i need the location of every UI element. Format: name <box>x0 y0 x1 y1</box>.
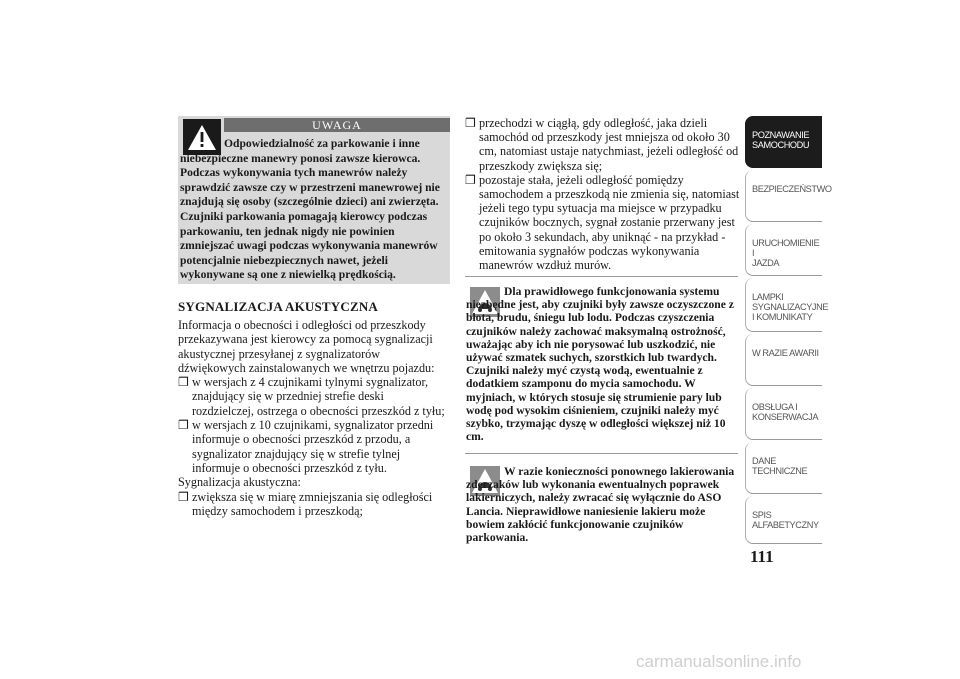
tab-dane-techniczne[interactable] <box>745 442 822 494</box>
tab-bezpieczenstwo[interactable] <box>745 170 832 222</box>
divider <box>465 276 738 277</box>
checkbox-bullet-icon: ❒ <box>178 418 189 433</box>
left-column <box>178 318 448 518</box>
list-item-text: pozostaje stała, jeżeli odległość pomiędzy samochodem a przeszkodą nie zmienia się, natomiast jeżeli tego typu sytuacja ma miejsce w przypadku czujników bocznych, sygnał zostanie przerwany jest po około 3 sekundach, aby uniknąć - na przykład - emitowania sygnałów podczas wykonywania manewrów wzdłuż murów. <box>479 172 740 273</box>
tab-label: SAMOCHODU <box>752 140 810 150</box>
tab-label: ALFABETYCZNY <box>752 520 819 530</box>
warning-text <box>180 137 446 283</box>
note-paragraph: W razie konieczności ponownego lakierowania zderzaków lub wykonania ewentualnych poprawek lakierniczych, należy zwracać się wyłącznie do ASO Lancia. Nieprawidłowe naniesienie lakieru może bowiem zakłócić funkcjonowanie czujników parkowania. <box>466 465 735 545</box>
checkbox-bullet-icon: ❒ <box>465 116 476 130</box>
tab-obsluga-i-konserwacja[interactable] <box>745 388 822 440</box>
section-title: SYGNALIZACJA AKUSTYCZNA <box>178 299 378 314</box>
list-item-text: w wersjach z 4 czujnikami tylnymi sygnalizator, znajdujący się w przedniej strefie deski rozdzielczej, ostrzega o obecności przeszkód z tyłu; <box>192 375 445 418</box>
checkbox-bullet-icon: ❒ <box>178 489 189 504</box>
note-paragraph: Dla prawidłowego funkcjonowania systemu niezbędne jest, aby czujniki były zawsze oczyszczone z błota, brudu, śniegu lub lodu. Podczas czyszczenia czujników należy zachować maksymalną ostrożność, uważając aby ich nie porysować lub uszkodzić, nie używać szmatek suchych, szorstkich lub twardych. Czujniki należy myć czystą wodą, ewentualnie z dodatkiem szamponu do mycia samochodu. W myjniach, w których stosuje się strumienie pary lub wodę pod wysokim ciśnieniem, czujniki należy myć szybko, trzymając dyszę w odległości większej niż 10 cm. <box>466 285 734 444</box>
tab-label: JAZDA <box>752 258 780 268</box>
list-item-text: przechodzi w ciągłą, gdy odległość, jaka dzieli samochód od przeszkody jest mniejsza od około 30 cm, natomiast ustaje natychmiast, jeżeli odległość od przeszkody zwiększa się; <box>479 116 739 173</box>
list-item <box>178 375 448 418</box>
tab-label: BEZPIECZEŃSTWO <box>752 184 832 194</box>
tab-label: LAMPKI <box>752 292 784 302</box>
tab-label: DANE <box>752 456 776 466</box>
tab-label: TECHNICZNE <box>752 466 808 476</box>
right-column <box>465 116 740 272</box>
tab-spis-alfabetyczny[interactable] <box>745 496 822 544</box>
tab-uruchomienie-i-jazda[interactable] <box>745 224 822 276</box>
list-item <box>465 116 740 173</box>
list-item <box>465 173 740 272</box>
tab-label: URUCHOMIENIE I <box>752 238 820 258</box>
note-repainting <box>466 465 740 544</box>
tab-poznawanie-samochodu[interactable] <box>745 116 822 168</box>
tab-label: SPIS <box>752 510 772 520</box>
checkbox-bullet-icon: ❒ <box>465 172 476 187</box>
intro-paragraph: Informacja o obecności i odległości od przeszkody przekazywana jest kierowcy za pomocą sygnalizacji akustycznej przesyłanej z sygnalizatorów dźwiękowych zainstalowanych we wnętrzu pojazdu: <box>178 318 435 375</box>
note-sensors-cleaning <box>466 285 740 443</box>
list-item-text: zwiększa się w miarę zmniejszania się odległości między samochodem i przeszkodą; <box>192 489 433 518</box>
tab-label: W RAZIE AWARII <box>752 348 819 358</box>
warning-paragraph: Odpowiedzialność za parkowanie i inne niebezpieczne manewry ponosi zawsze kierowca. Podczas wykonywania tych manewrów należy sprawdzić zawsze czy w przestrzeni manewrowej nie znajdują się osoby (szczególnie dzieci) ani zwierzęta. Czujniki parkowania pomagają kierowcy podczas parkowaniu, ten jednak nigdy nie powinien zmniejszać uwagi podczas wykonywania manewrów potencjalnie niebezpiecznych nawet, jeżeli wykonywane są one z niewielką prędkością. <box>180 137 440 282</box>
list-item-text: w wersjach z 10 czujnikami, sygnalizator przedni informuje o obecności przeszkód z przodu, a sygnalizator znajdujący się w strefie tylnej informuje o obecności przeszkód z tyłu. <box>192 418 434 475</box>
subheading: Sygnalizacja akustyczna: <box>178 475 301 490</box>
tab-w-razie-awarii[interactable] <box>745 334 822 386</box>
tab-lampki-sygnalizacyjne[interactable] <box>745 278 829 332</box>
list-item <box>178 490 448 519</box>
tab-label: OBSŁUGA I <box>752 402 798 412</box>
warning-header: UWAGA <box>224 118 450 132</box>
tab-label: SYGNALIZACYJNE <box>752 302 829 312</box>
tab-label: POZNAWANIE <box>752 130 810 140</box>
list-item <box>178 418 448 475</box>
tab-label: KONSERWACJA <box>752 412 819 422</box>
tab-label: I KOMUNIKATY <box>752 312 813 322</box>
page-number: 111 <box>750 547 774 566</box>
watermark: carmanualsonline.info <box>636 652 802 671</box>
checkbox-bullet-icon: ❒ <box>178 375 189 390</box>
divider <box>465 453 738 454</box>
